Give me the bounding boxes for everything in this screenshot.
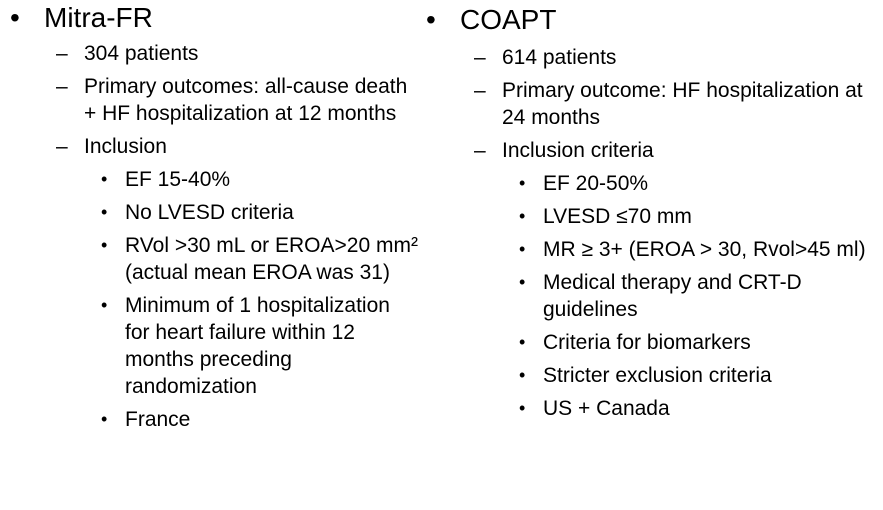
bullet-icon: •: [519, 365, 526, 385]
list-item-text: Primary outcomes: all-cause death + HF hospitalization at 12 months: [84, 75, 408, 125]
sub-list-item-text: LVESD ≤70 mm: [543, 205, 692, 228]
sub-list-item-text: RVol >30 mL or EROA>20 mm² (actual mean EROA was 31): [125, 234, 418, 284]
dash-icon: –: [474, 46, 486, 69]
list-item: [418, 44, 883, 71]
sub-list-item: [418, 395, 883, 422]
sub-list-item: [0, 292, 420, 400]
left-column-mitra-fr: [0, 0, 420, 433]
list-item: [418, 137, 883, 164]
dash-icon: –: [56, 42, 68, 65]
dash-icon: –: [474, 79, 486, 102]
sub-list-item: [418, 269, 883, 323]
sub-list-item-text: Stricter exclusion criteria: [543, 364, 772, 387]
sub-list-item-text: No LVESD criteria: [125, 201, 294, 224]
bullet-icon: •: [101, 409, 108, 429]
bullet-icon: •: [519, 398, 526, 418]
sub-list-item-text: EF 15-40%: [125, 168, 231, 191]
list-item-text: Inclusion: [84, 135, 167, 158]
sub-list-item-text: France: [125, 408, 191, 431]
heading-mitra-fr: [0, 0, 420, 36]
dash-icon: –: [56, 135, 68, 158]
list-item-text: 304 patients: [84, 42, 199, 65]
heading-text: COAPT: [460, 4, 557, 35]
sub-list-item: [418, 329, 883, 356]
sub-list-item: [0, 199, 420, 226]
heading-text: Mitra-FR: [44, 2, 153, 33]
sub-list-item-text: Minimum of 1 hospitalization for heart failure within 12 months preceding randomization: [125, 294, 390, 398]
list-item-text: Inclusion criteria: [502, 139, 654, 162]
bullet-icon: •: [101, 169, 108, 189]
sub-list-item-text: MR ≥ 3+ (EROA > 30, Rvol>45 ml): [543, 238, 866, 261]
bullet-icon: •: [519, 332, 526, 352]
list-item-text: 614 patients: [502, 46, 617, 69]
bullet-icon: •: [101, 202, 108, 222]
list-item: [418, 77, 883, 131]
bullet-icon: •: [519, 206, 526, 226]
dash-icon: –: [56, 75, 68, 98]
sub-list-item-text: Medical therapy and CRT-D guidelines: [543, 271, 802, 321]
bullet-icon: •: [101, 295, 108, 315]
bullet-icon: •: [10, 2, 20, 33]
sub-list-item: [0, 406, 420, 433]
sub-list-item: [0, 232, 420, 286]
sub-list-item: [418, 203, 883, 230]
list-item: [0, 133, 420, 160]
list-item-text: Primary outcome: HF hospitalization at 24 months: [502, 79, 863, 129]
list-item: [0, 73, 420, 127]
sub-list-item: [418, 362, 883, 389]
list-item: [0, 40, 420, 67]
heading-coapt: [418, 2, 883, 38]
bullet-icon: •: [519, 239, 526, 259]
sub-list-item: [0, 166, 420, 193]
sub-list-item-text: Criteria for biomarkers: [543, 331, 751, 354]
bullet-icon: •: [519, 173, 526, 193]
bullet-icon: •: [519, 272, 526, 292]
right-column-coapt: [418, 0, 883, 422]
sub-list-item-text: EF 20-50%: [543, 172, 649, 195]
dash-icon: –: [474, 139, 486, 162]
sub-list-item: [418, 170, 883, 197]
sub-list-item: [418, 236, 883, 263]
bullet-icon: •: [101, 235, 108, 255]
bullet-icon: •: [426, 4, 436, 35]
sub-list-item-text: US + Canada: [543, 397, 670, 420]
